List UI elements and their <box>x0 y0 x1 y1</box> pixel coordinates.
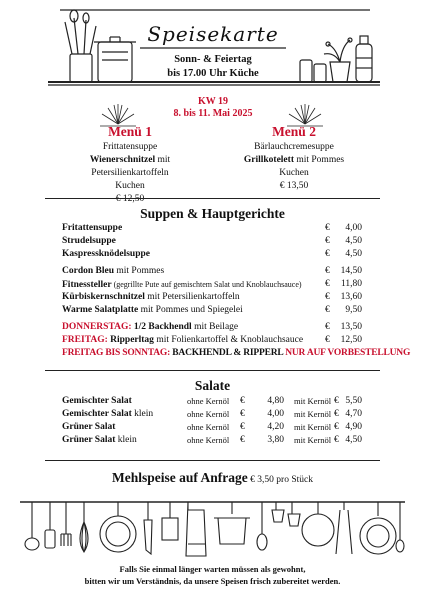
menu-title: Speisekarte <box>147 22 279 46</box>
currency-symbol: € <box>325 305 330 315</box>
salad-size: klein <box>115 435 137 445</box>
menu-item-row <box>62 248 362 261</box>
week-number: KW 19 <box>197 96 229 107</box>
currency-symbol: € <box>334 422 339 432</box>
week-dates: 8. bis 11. Mai 2025 <box>173 108 253 119</box>
option-without-oil: ohne Kernöl <box>187 396 230 406</box>
special-price: 13,50 <box>340 322 362 332</box>
menu-2 <box>214 124 374 193</box>
divider <box>45 370 380 371</box>
menu-1-title: Menü 1 <box>108 124 152 139</box>
price-with-oil: 4,70 <box>345 409 362 419</box>
item-name: Fritattensuppe <box>62 223 123 233</box>
price-without-oil: 4,20 <box>267 422 284 432</box>
salad-row <box>62 395 362 408</box>
section-title-main: Suppen & Hauptgerichte <box>140 206 285 221</box>
special-row-friday <box>62 334 362 347</box>
item-description: mit Petersilienkartoffeln <box>144 292 240 302</box>
dessert-line <box>0 470 425 486</box>
divider <box>45 198 380 199</box>
header <box>0 0 425 92</box>
menu-item-row <box>62 265 362 278</box>
menu-1-main-dish: Wienerschnitzel <box>89 155 156 165</box>
menu-2-main <box>214 154 374 167</box>
salad-row <box>62 434 362 447</box>
menu-2-price: € 13,50 <box>279 181 309 191</box>
currency-symbol: € <box>325 292 330 302</box>
footer-line2: bitten wir um Verständnis, da unsere Speisen frisch zubereitet werden. <box>84 576 341 586</box>
item-price: 4,50 <box>345 236 362 246</box>
special-price: 12,50 <box>340 335 362 345</box>
menu-item-row <box>62 291 362 304</box>
option-without-oil: ohne Kernöl <box>187 409 230 419</box>
preorder-condition: NUR AUF VORBESTELLUNG <box>283 348 411 358</box>
currency-symbol: € <box>325 335 330 345</box>
menu-item-row <box>62 304 362 317</box>
item-description: mit Pommes und Spiegelei <box>138 305 243 315</box>
currency-symbol: € <box>240 435 245 445</box>
currency-symbol: € <box>325 236 330 246</box>
calendar-week <box>160 96 266 120</box>
item-description: (gegrillte Pute auf gemischtem Salat und Knoblauchsauce) <box>111 280 302 289</box>
footer-notice <box>0 563 425 587</box>
menu-2-main-side: mit Pommes <box>293 155 345 165</box>
menu-1-price: € 12,50 <box>115 194 145 204</box>
item-price: 14,50 <box>340 266 362 276</box>
currency-symbol: € <box>325 249 330 259</box>
salad-row <box>62 421 362 434</box>
price-with-oil: 4,50 <box>345 435 362 445</box>
salad-row <box>62 408 362 421</box>
currency-symbol: € <box>240 422 245 432</box>
item-price: 4,50 <box>345 249 362 259</box>
currency-symbol: € <box>325 279 330 289</box>
footer-line1: Falls Sie einmal länger warten müssen als gewohnt, <box>119 564 306 574</box>
currency-symbol: € <box>334 409 339 419</box>
menu-item-row <box>62 222 362 235</box>
option-without-oil: ohne Kernöl <box>187 435 230 445</box>
currency-symbol: € <box>334 396 339 406</box>
menu-2-title: Menü 2 <box>272 124 316 139</box>
dessert-price-note: € 3,50 pro Stück <box>247 475 313 485</box>
opening-hours-line2: bis 17.00 Uhr Küche <box>167 68 259 79</box>
menu-item-row <box>62 278 362 291</box>
preorder-notice <box>62 347 411 360</box>
item-name: Kürbiskernschnitzel <box>62 292 145 302</box>
item-name: Strudelsuppe <box>62 236 116 246</box>
currency-symbol: € <box>240 396 245 406</box>
currency-symbol: € <box>334 435 339 445</box>
special-dish: Ripperltag <box>107 335 154 345</box>
menu-2-dessert: Kuchen <box>279 168 309 178</box>
item-name: Kaspressknödelsuppe <box>62 249 150 259</box>
item-price: 13,60 <box>340 292 362 302</box>
section-title-salads: Salate <box>194 378 231 393</box>
menu-1 <box>50 124 210 206</box>
option-with-oil: mit Kernöl <box>294 409 332 419</box>
special-dish: 1/2 Backhendl <box>131 322 192 332</box>
item-name: Fitnessteller <box>62 280 112 290</box>
divider <box>45 460 380 461</box>
menu-2-main-dish: Grillkotelett <box>243 155 294 165</box>
item-price: 9,50 <box>345 305 362 315</box>
menu-item-row <box>62 235 362 248</box>
item-price: 11,80 <box>340 279 362 289</box>
option-with-oil: mit Kernöl <box>294 422 332 432</box>
special-row-thursday <box>62 321 362 334</box>
special-day: FREITAG: <box>62 335 108 345</box>
opening-hours-line1: Sonn- & Feiertag <box>174 54 252 65</box>
option-without-oil: ohne Kernöl <box>187 422 230 432</box>
option-with-oil: mit Kernöl <box>294 396 332 406</box>
currency-symbol: € <box>325 266 330 276</box>
menu-1-main-side: mit Petersilienkartoffeln <box>91 155 171 178</box>
item-name: Warme Salatplatte <box>62 305 139 315</box>
menu-1-dessert: Kuchen <box>115 181 145 191</box>
opening-hours <box>128 53 298 81</box>
preorder-days: FREITAG BIS SONNTAG: <box>62 348 171 358</box>
salad-name: Grüner Salat <box>62 422 116 432</box>
menu-1-main <box>50 154 210 180</box>
dessert-title: Mehlspeise auf Anfrage <box>112 470 248 485</box>
salad-name: Gemischter Salat <box>62 409 132 419</box>
salad-name: Gemischter Salat <box>62 396 132 406</box>
currency-symbol: € <box>240 409 245 419</box>
special-description: mit Beilage <box>191 322 239 332</box>
item-price: 4,00 <box>345 223 362 233</box>
salad-name: Grüner Salat <box>62 435 116 445</box>
price-without-oil: 3,80 <box>267 435 284 445</box>
price-without-oil: 4,00 <box>267 409 284 419</box>
menu-1-soup: Frittatensuppe <box>102 142 158 152</box>
item-description: mit Pommes <box>114 266 165 276</box>
price-with-oil: 4,90 <box>345 422 362 432</box>
option-with-oil: mit Kernöl <box>294 435 332 445</box>
special-day: DONNERSTAG: <box>62 322 132 332</box>
preorder-dishes: BACKHENDL & RIPPERL <box>170 348 284 358</box>
item-name: Cordon Bleu <box>62 266 114 276</box>
currency-symbol: € <box>325 322 330 332</box>
price-without-oil: 4,80 <box>267 396 284 406</box>
special-description: mit Folienkartoffel & Knoblauchsauce <box>153 335 304 345</box>
price-with-oil: 5,50 <box>345 396 362 406</box>
salad-size: klein <box>131 409 154 419</box>
menu-2-soup: Bärlauchcremesuppe <box>254 142 334 152</box>
currency-symbol: € <box>325 223 330 233</box>
hanging-utensils-illustration <box>0 500 425 562</box>
